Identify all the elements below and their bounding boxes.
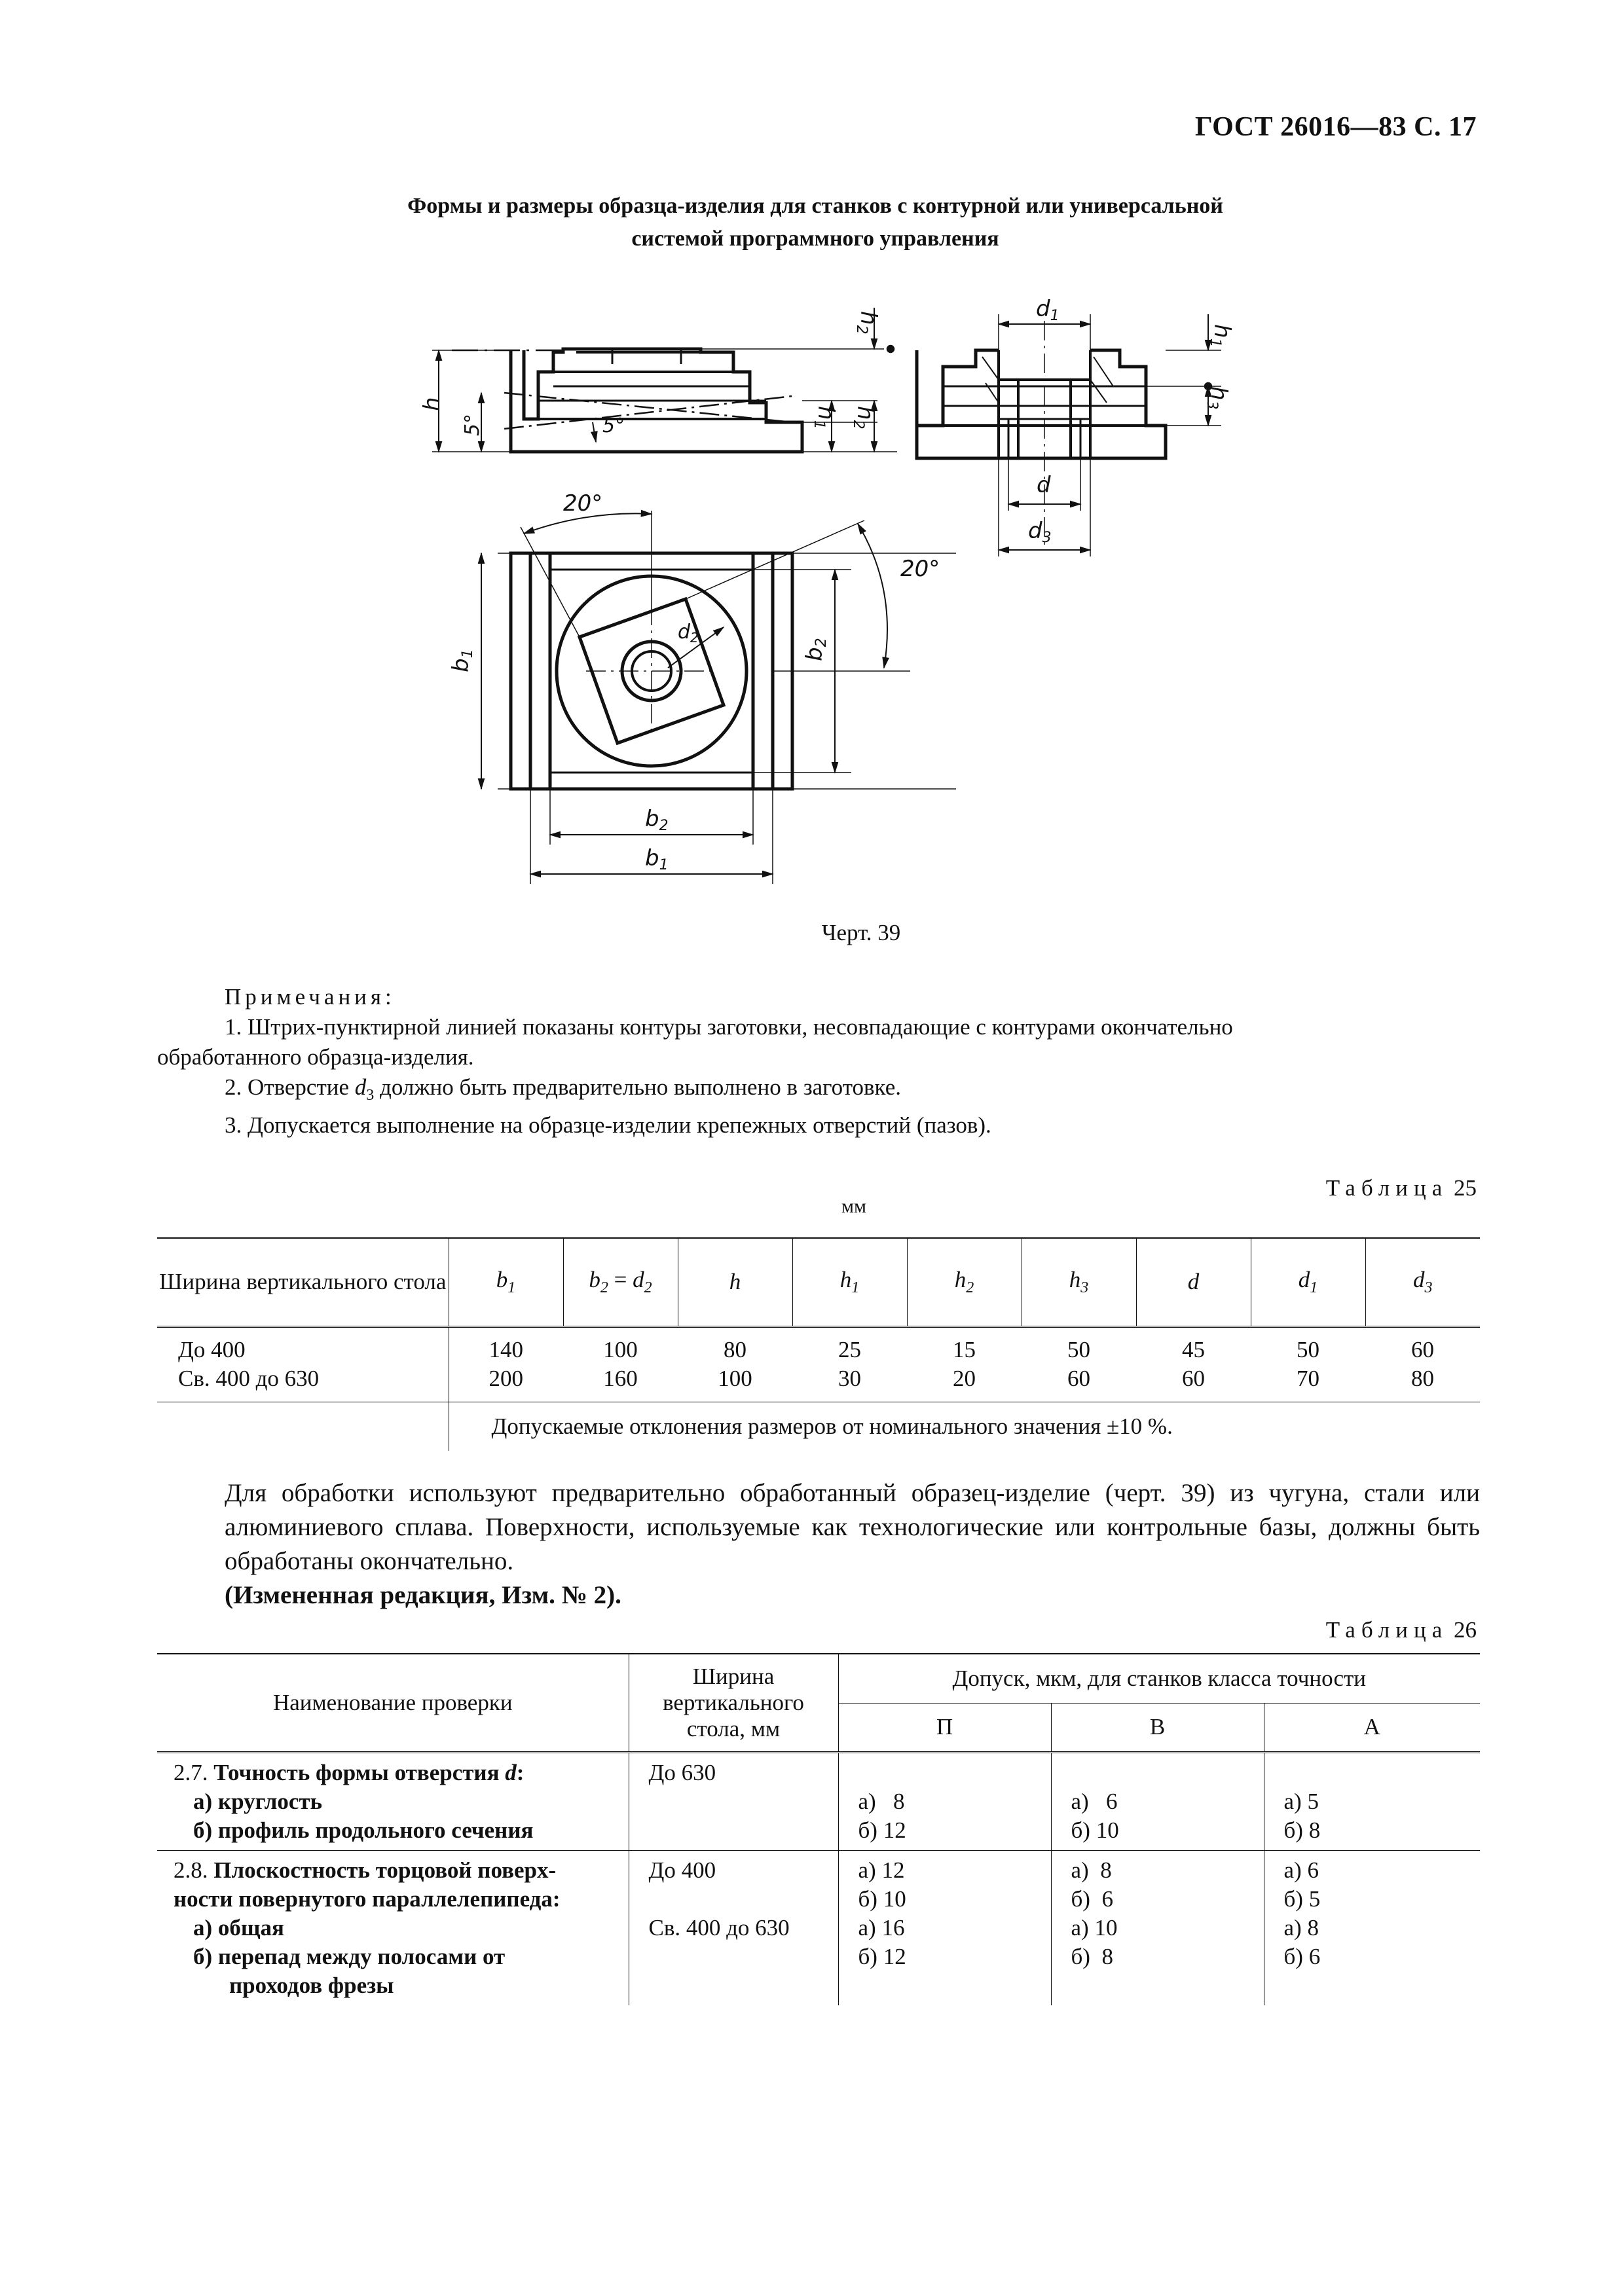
page-header: ГОСТ 26016—83 С. 17: [1194, 112, 1477, 142]
t25-b1-values: 140 200: [488, 1337, 523, 1391]
t25-h2-values: 15 20: [953, 1337, 976, 1391]
label-h3: h3: [1204, 386, 1232, 410]
figure-title-line-2: системой программного управления: [631, 227, 999, 251]
label-h2: h2: [850, 406, 878, 429]
t26-col-name: Наименование проверки: [157, 1654, 629, 1752]
table-25-units: мм: [841, 1195, 866, 1217]
label-b1-bottom: b1: [645, 845, 669, 873]
t26-r1-width: До 630: [629, 1752, 838, 1850]
t25-footnote: Допускаемые отклонения размеров от номинального значения ±10 %.: [491, 1413, 1173, 1439]
table-26-label: Таблица 26: [1325, 1617, 1477, 1643]
body-paragraph: [157, 1476, 1480, 1613]
t25-h3-values: 50 60: [1067, 1337, 1090, 1391]
figure-caption: Черт. 39: [821, 920, 901, 945]
t25-b2-values: 100 160: [603, 1337, 638, 1391]
plan-view: [481, 511, 956, 884]
t25-h-values: 80 100: [718, 1337, 752, 1391]
label-b1-left: b1: [448, 649, 476, 672]
t25-col-b2-d2: $b_2 = d_2$: [563, 1238, 678, 1326]
t26-class-a: А: [1363, 1714, 1380, 1740]
t26-r1-name: 2.7. Точность формы отверстия d: а) круглость б) профиль продольного сечения: [157, 1752, 629, 1850]
t26-r2-p: а) 12 б) 10 а) 16 б) 12: [838, 1850, 1051, 2005]
label-d: d: [1037, 472, 1051, 498]
label-h1-right: h1: [1207, 324, 1235, 348]
t26-class-v: В: [1051, 1703, 1264, 1752]
t25-row-2-label: Св. 400 до 630: [178, 1366, 320, 1391]
t25-h1-values: 25 30: [838, 1337, 861, 1391]
note-2: 2. Отверстие $d_3$ должно быть предварительно выполнено в заготовке.: [225, 1074, 901, 1104]
t26-r2-v: а) 8 б) 6 а) 10 б) 8: [1051, 1850, 1264, 2005]
label-angle20-left: 20°: [563, 490, 603, 517]
table-26: [157, 1653, 1480, 2005]
t26-r2-name: 2.8. Плоскостность торцовой поверх- ности повернутого параллелепипеда: а) общая б) перепад между полосами от проходов фрезы: [157, 1850, 629, 2005]
table-25-footnote-row: [157, 1402, 1480, 1451]
section-view-right: [917, 314, 1221, 556]
technical-drawing: [406, 288, 1297, 890]
label-h2-top: h2: [853, 311, 881, 335]
label-d3: d3: [1028, 518, 1052, 546]
note-1-line-1: 1. Штрих-пунктирной линией показаны контуры заготовки, несовпадающие с контурами окончательно: [225, 1014, 1233, 1040]
note-1-line-2: обработанного образца-изделия.: [157, 1044, 474, 1070]
t25-col-h1: $h_1$: [792, 1238, 907, 1326]
t25-col-h3: $h_3$: [1022, 1238, 1136, 1326]
t26-r2-width: До 400 Св. 400 до 630: [629, 1850, 838, 2005]
paragraph-text: Для обработки используют предварительно обработанный образец-изделие (черт. 39) из чугуна, стали или алюминиевого сплава. Поверхности, используемые как технологические или контрольные базы, должны быть обработаны окончательно.: [225, 1479, 1480, 1575]
table-25-label: Таблица 25: [1325, 1175, 1477, 1201]
t26-col-tolerance: Допуск, мкм, для станков класса точности: [838, 1654, 1480, 1703]
revision-note: (Измененная редакция, Изм. № 2).: [225, 1581, 621, 1609]
side-view-left: [432, 308, 897, 452]
t26-r1-v: а) 6 б) 10: [1051, 1752, 1264, 1850]
label-angle20-right: 20°: [900, 556, 940, 582]
t25-col-first: Ширина вертикального стола: [157, 1238, 449, 1326]
t25-col-b1: $b_1$: [449, 1238, 563, 1326]
t25-col-d: d: [1136, 1238, 1251, 1326]
t26-col-width: Ширина вертикального стола, мм: [629, 1654, 838, 1752]
label-h1: h1: [811, 406, 839, 429]
table-25-header: [157, 1238, 1480, 1326]
label-angle5-left: 5°: [461, 413, 484, 436]
t25-d1-values: 50 70: [1297, 1337, 1319, 1391]
label-h: h: [419, 397, 445, 411]
figure-title: [216, 190, 1414, 255]
t25-d-values: 45 60: [1182, 1337, 1205, 1391]
t25-row-labels: [157, 1326, 449, 1402]
label-d2: $d_2$: [678, 621, 699, 646]
t25-col-h2: $h_2$: [907, 1238, 1022, 1326]
t25-col-d1: $d_1$: [1251, 1238, 1365, 1326]
t25-d3-values: 60 80: [1411, 1337, 1434, 1391]
label-d1: d1: [1036, 296, 1060, 324]
t26-header-row-1: [157, 1654, 1480, 1703]
t26-row-2-7: [157, 1752, 1480, 1850]
t26-r1-a: а) 5 б) 8: [1283, 1788, 1321, 1843]
table-25-body: [157, 1326, 1480, 1402]
figure-title-line-1: Формы и размеры образца-изделия для станков с контурной или универсальной: [407, 194, 1223, 218]
t25-col-h: h: [678, 1238, 792, 1326]
t25-col-d3: $d_3$: [1413, 1267, 1433, 1297]
notes-heading: Примечания:: [225, 984, 396, 1010]
label-b2-bottom: b2: [645, 806, 669, 834]
t26-r1-p: а) 8 б) 12: [838, 1752, 1051, 1850]
t25-row-1-label: До 400: [178, 1337, 246, 1362]
note-3: 3. Допускается выполнение на образце-изделии крепежных отверстий (пазов).: [225, 1112, 991, 1138]
t26-class-p: П: [838, 1703, 1051, 1752]
table-25: [157, 1237, 1480, 1451]
label-angle5: 5°: [602, 414, 625, 437]
label-b2-right: b2: [802, 638, 830, 661]
t26-row-2-8: [157, 1850, 1480, 2005]
notes: [157, 982, 1480, 1140]
t26-r2-a: а) 6 б) 5 а) 8 б) 6: [1283, 1857, 1321, 1969]
